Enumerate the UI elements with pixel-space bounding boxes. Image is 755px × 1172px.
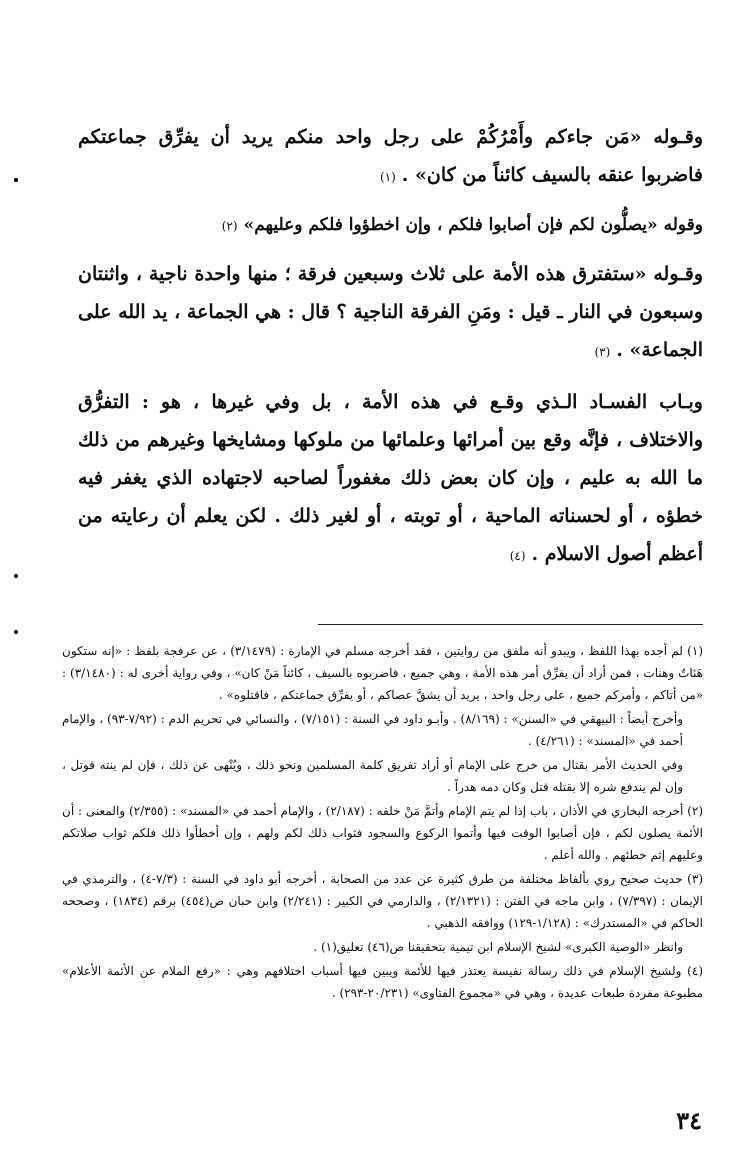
footnote-1: (١) لم أجده بهذا اللفظ ، ويبدو أنه ملفق من روايتين ، فقد أخرجه مسلم في الإمارة : (٣/١٤٧٩) ، عن عرفجة بلفظ : «إنه ستكون هَنَاتٌ وهنات ، فمن أراد أن يفرِّق أمر هذه الأمة ، وهي جميع ، فاضربوه بالسيف ، كائناً مَنْ كان» ، وفي رواية أخرى له : (٣/١٤٨٠) : «من أتاكم ، وأمركم جميع ، على رجل واحد ، يريد أن يشقَّ عصاكم ، أو يفرِّق جماعتكم ، فاقتلوه» . [62,644,703,702]
margin-dot [14,574,18,578]
footnote-marker: (٤) [509,549,526,563]
margin-dot [14,178,18,182]
footnote-separator [318,624,703,625]
footnote-marker: (٢) [221,219,238,233]
footnote-2: (٢) أخرجه البخاري في الأذان ، باب إذا لم يتم الإمام وأتمَّ مَنْ خلفه : (٢/١٨٧) ، والإمام أحمد في «المسند» : (٢/٣٥٥) والمعنى : أن الأئمة يصلون لكم ، فإن أصابوا الوقت فيها وأتموا الركوع والسجود فثواب ذلك لكم ولهم ، وإن أخطأوا ذلك فلكم ثواب صلاتكم وعليهم إثم خطئهم . والله أعلم . [62,804,704,862]
footnote-3-cont: وانظر «الوصية الكبرى» لشيخ الإسلام ابن تيمية بتحقيقنا ص(٤٦) تعليق(١) . [313,940,683,954]
page-number: ٣٤ [676,1106,702,1135]
footnote-1-cont: وأخرج أيضاً : البيهقي في «السنن» : (٨/١٦٩) . وأبـو داود في السنة : (٧/١٥١) ، والنسائي في تحريم الدم : (٧/٩٢-٩٣) ، والإمام أحمد في «المسند» : (٤/٢٦١) . [62,712,683,748]
paragraph-text: وقـوله «مَن جاءكم وأَمْرُكُمْ على رجل واحد منكم يريد أن يفرِّق جماعتكم فاضربوا عنقه بالسيف كائناً من كان» . [78,126,703,186]
margin-dot [14,630,18,634]
paragraph-hadith-2 [78,208,703,243]
paragraph-text: وبـاب الفسـاد الـذي وقـع في هذه الأمة ، بل وفي غيرها ، هو : التفرُّق والاختلاف ، فإنَّه وقع بين أمرائها وعلمائها من ملوكها ومشايخها وغيرهم من ذلك ما الله به عليم ، وإن كان بعض ذلك مغفوراً لصاحبه لاجتهاده الذي يغفر فيه خطؤه ، أو لحسناته الماحية ، أو توبته ، أو لغير ذلك . لكن يعلم أن رعايته من أعظم أصول الاسلام . [78,391,703,565]
paragraph-text: وقـوله «ستفترق هذه الأمة على ثلاث وسبعين فرقة ؛ منها واحدة ناجية ، واثنتان وسبعون في النار ـ قيل : ومَنِ الفرقة الناجية ؟ قال : هي الجماعة ، يد الله على الجماعة» . [78,263,703,361]
paragraph-hadith-1 [78,118,703,196]
footnote-3: (٣) حديث صحيح روي بألفاظ مختلفة من طرق كثيرة عن عدد من الصحابة ، أخرجه أبو داود في السنة : (٧/٣-٤) ، والترمذي في الإيمان : (٧/٣٩٧) ، وابن ماجه في الفتن : (٢/١٣٢١) ، والدارمي في الكبير : (٢/٢٤١) وابن حبان ص(٤٥٤) برقم (١٨٣٤) ، وصححه الحاكم في «المستدرك» : (١/١٢٨-١٢٩) ووافقه الذهبي . [62,872,703,930]
footnote-4: (٤) ولشيخ الإسلام في ذلك رسالة نفيسة يعتذر فيها للأئمة ويبين فيها أسباب اختلافهم وهي : «رفع الملام عن الأئمة الأعلام» مطبوعة مفردة طبعات عديدة ، وهي في «مجموع الفتاوى» (٢٠/٢٣١-٢٩٣) . [62,964,703,1000]
footnote-marker: (٣) [594,345,611,359]
main-text [78,118,703,587]
footnote-marker: (١) [379,170,396,184]
paragraph-hadith-3 [78,255,703,371]
paragraph-text: وقوله «يصلُّون لكم فإن أصابوا فلكم ، وإن اخطؤوا فلكم وعليهم» [243,215,703,235]
paragraph-commentary [78,383,703,575]
footnotes [62,640,703,1006]
footnote-1-cont: وفي الحديث الأمر بقتال من خرج على الإمام أو أراد تفريق كلمة المسلمين ونحو ذلك ، ويُنْهى عن ذلك ، فإن لم ينته قوتل ، وإن لم يندفع شره إلا بقتله قتل وكان دمه هدراً . [62,758,683,794]
